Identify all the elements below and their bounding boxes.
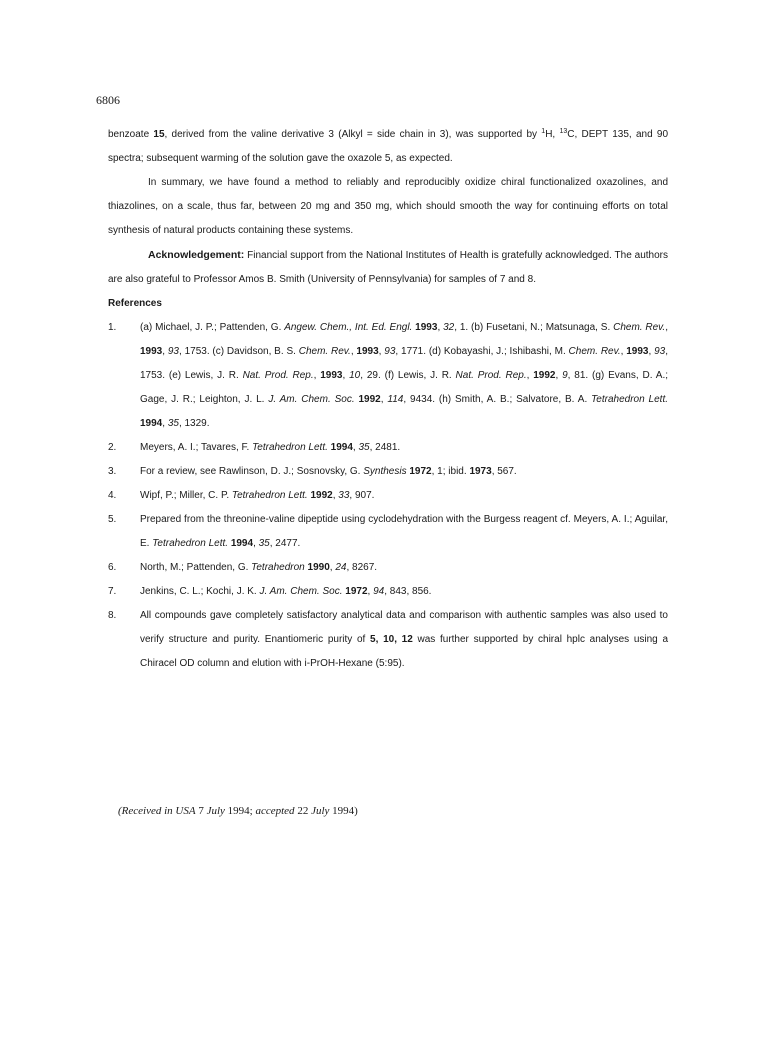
reference-number: 8. (108, 610, 117, 621)
reference-number: 4. (108, 490, 117, 501)
reference-item: 5. Prepared from the threonine-valine dipeptide using cyclodehydration with the Burgess reagent cf. Meyers, A. I.; Aguilar, E. Tetrahedron Lett. 1994, 35, 2477. (108, 508, 668, 556)
acknowledgement-label: Acknowledgement: (148, 249, 245, 261)
reference-number: 7. (108, 586, 117, 597)
reference-number: 1. (108, 322, 117, 333)
acknowledgement-paragraph: Acknowledgement: Financial support from the National Institutes of Health is gratefully acknowledged. The authors are also grateful to Professor Amos B. Smith (University of Pennsylvania) for samples of 7 and 8. (108, 249, 668, 285)
summary-paragraph: In summary, we have found a method to reliably and reproducibly oxidize chiral functionalized oxazolines, and thiazolines, on a scale, thus far, between 20 mg and 350 mg, which should smooth the way for continuing efforts on total synthesis of natural products containing these systems. (108, 177, 668, 236)
received-line: (Received in USA 7 July 1994; accepted 22 July 1994) (118, 805, 358, 817)
reference-item: 2. Meyers, A. I.; Tavares, F. Tetrahedron Lett. 1994, 35, 2481. (108, 436, 668, 460)
reference-number: 2. (108, 442, 117, 453)
reference-item: 4. Wipf, P.; Miller, C. P. Tetrahedron Lett. 1992, 33, 907. (108, 484, 668, 508)
reference-item: 6. North, M.; Pattenden, G. Tetrahedron 1990, 24, 8267. (108, 556, 668, 580)
references-heading: References (108, 298, 162, 309)
page-number: 6806 (96, 93, 120, 107)
reference-item: 7. Jenkins, C. L.; Kochi, J. K. J. Am. Chem. Soc. 1972, 94, 843, 856. (108, 580, 668, 604)
reference-item: 3. For a review, see Rawlinson, D. J.; Sosnovsky, G. Synthesis 1972, 1; ibid. 1973, 567. (108, 460, 668, 484)
reference-number: 6. (108, 562, 117, 573)
reference-number: 5. (108, 514, 117, 525)
references-list (108, 316, 668, 676)
reference-item: 1. (a) Michael, J. P.; Pattenden, G. Angew. Chem., Int. Ed. Engl. 1993, 32, 1. (b) Fusetani, N.; Matsunaga, S. Chem. Rev., 1993, 93, 1753. (c) Davidson, B. S. Chem. Rev., 1993, 93, 1771. (d) Kobayashi, J.; Ishibashi, M. Chem. Rev., 1993, 93, 1753. (e) Lewis, J. R. Nat. Prod. Rep., 1993, 10, 29. (f) Lewis, J. R. Nat. Prod. Rep., 1992, 9, 81. (g) Evans, D. A.; Gage, J. R.; Leighton, J. L. J. Am. Chem. Soc. 1992, 114, 9434. (h) Smith, A. B.; Salvatore, B. A. Tetrahedron Lett. 1994, 35, 1329. (108, 316, 668, 436)
reference-number: 3. (108, 466, 117, 477)
continuation-paragraph: benzoate 15, derived from the valine derivative 3 (Alkyl = side chain in 3), was supported by $^1$H, $^{13}$C, DEPT 135, and 90 spectra; subsequent warming of the solution gave the oxazole 5, as expected. (108, 128, 669, 164)
article-text (108, 123, 668, 676)
reference-item: 8. All compounds gave completely satisfactory analytical data and comparison with authentic samples was also used to verify structure and purity. Enantiomeric purity of 5, 10, 12 was further supported by chiral hplc analyses using a Chiracel OD column and elution with i-PrOH-Hexane (5:95). (108, 604, 668, 676)
